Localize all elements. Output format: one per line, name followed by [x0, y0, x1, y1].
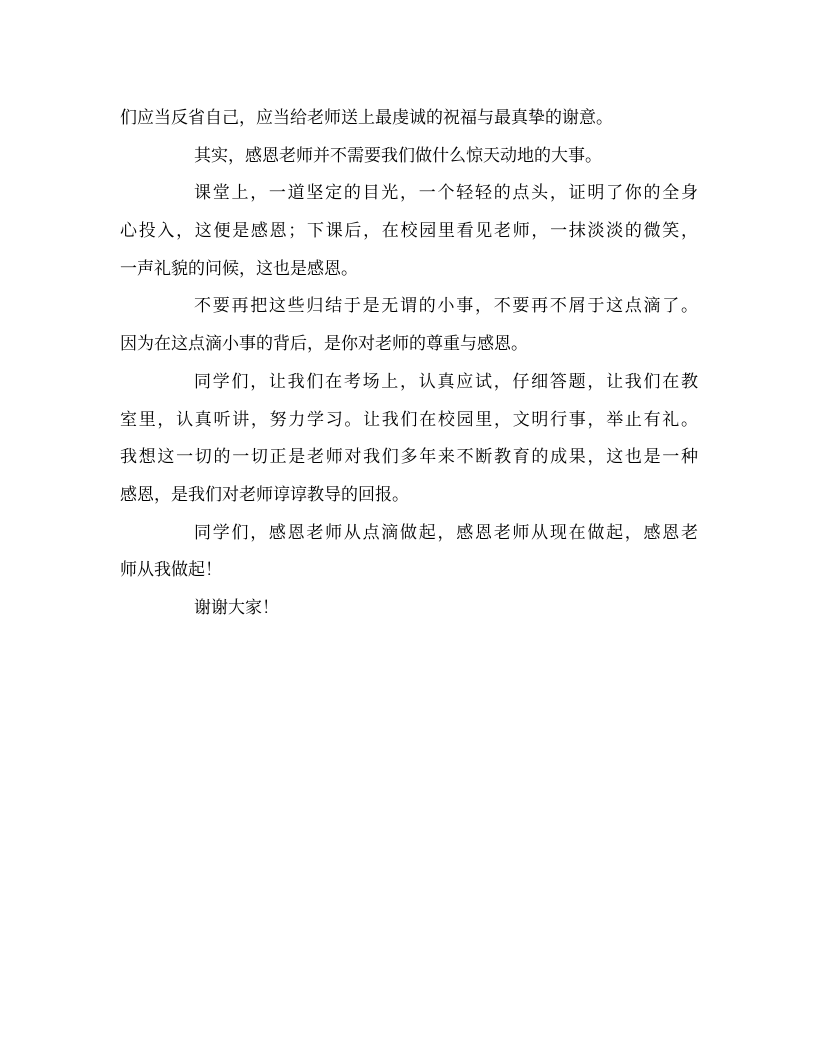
text-line: 其实，感恩老师并不需要我们做什么惊天动地的大事。 [194, 145, 602, 166]
text-line: 因为在这点滴小事的背后，是你对老师的尊重与感恩。 [120, 334, 528, 355]
text-line: 感恩，是我们对老师谆谆教导的回报。 [120, 484, 409, 505]
text-line: 我想这一切的一切正是老师对我们多年来不断教育的成果，这也是一种 [120, 447, 698, 468]
text-line: 不要再把这些归结于是无谓的小事，不要再不屑于这点滴了。 [194, 296, 698, 317]
paragraph [120, 515, 698, 590]
text-line: 同学们，感恩老师从点滴做起，感恩老师从现在做起，感恩老 [194, 522, 698, 543]
text-line: 室里，认真听讲，努力学习。让我们在校园里，文明行事，举止有礼。 [120, 409, 698, 430]
paragraph [120, 100, 698, 138]
paragraph [120, 138, 698, 176]
text-line: 课堂上，一道坚定的目光，一个轻轻的点头，证明了你的全身 [194, 183, 698, 204]
text-line: 谢谢大家！ [194, 597, 279, 618]
paragraph [120, 175, 698, 288]
document-body [120, 100, 698, 628]
text-line: 一声礼貌的问候，这也是感恩。 [120, 258, 358, 279]
paragraph [120, 288, 698, 363]
text-line: 师从我做起！ [120, 560, 222, 581]
paragraph [120, 590, 698, 628]
text-line: 同学们，让我们在考场上，认真应试，仔细答题，让我们在教 [194, 371, 698, 392]
paragraph [120, 364, 698, 515]
text-line: 心投入，这便是感恩；下课后，在校园里看见老师，一抹淡淡的微笑， [120, 221, 698, 242]
text-line: 们应当反省自己，应当给老师送上最虔诚的祝福与最真挚的谢意。 [120, 108, 613, 128]
